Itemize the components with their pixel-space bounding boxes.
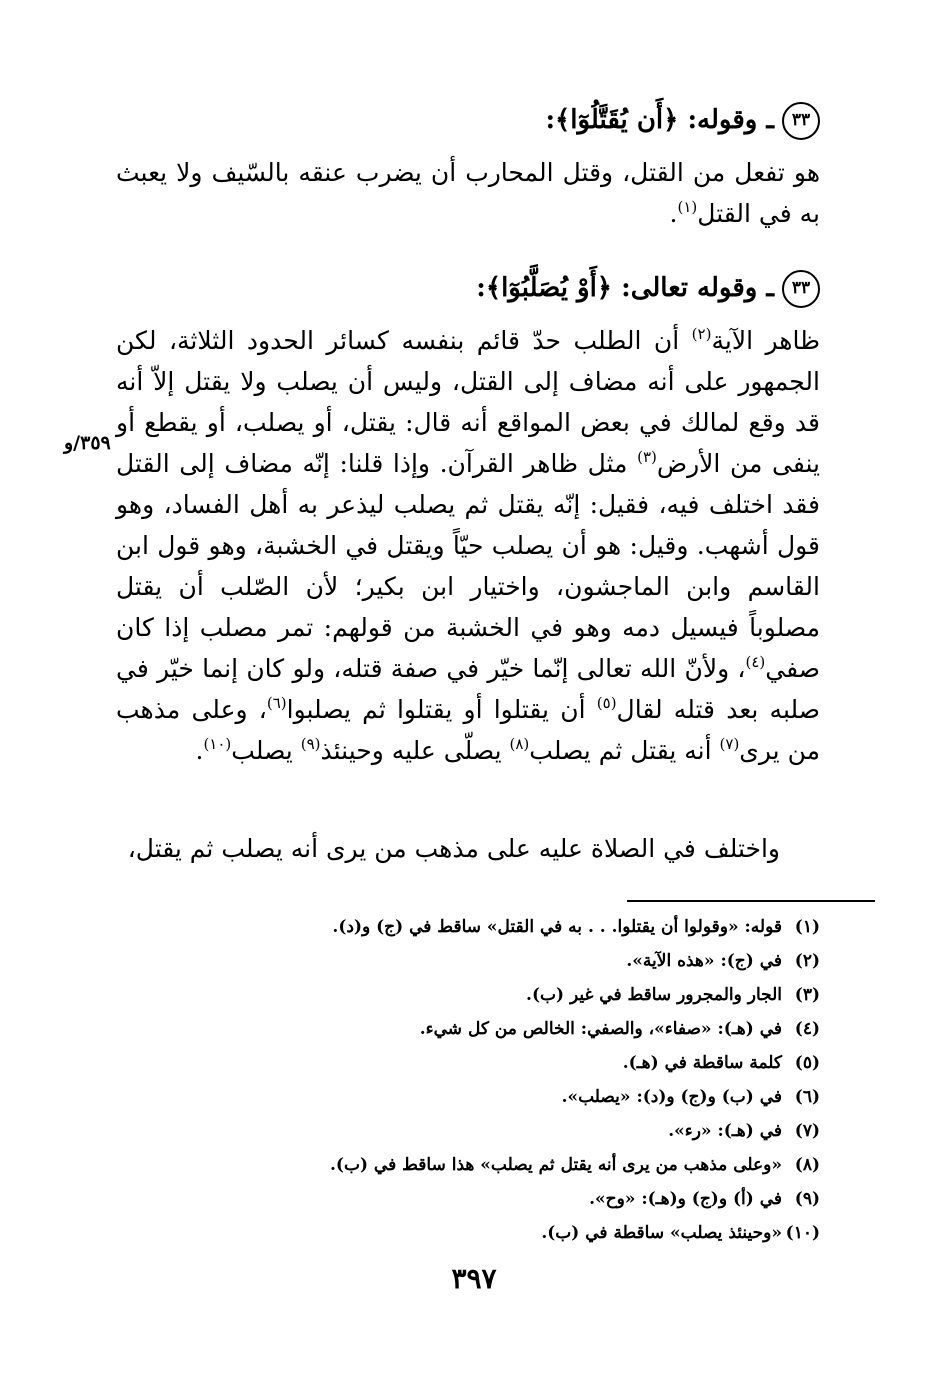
quran-quote: ﴿أَن يُقَتَّلُوٓا﴾ — [555, 105, 679, 135]
footnote-ref: (٦) — [266, 694, 287, 712]
verse-number-badge: ٣٣ — [782, 102, 820, 140]
section-1-body — [116, 152, 820, 234]
footnote-number: (٤) — [794, 1019, 820, 1039]
footnote-text: في (ب) و(ج) و(د): «يصلب». — [561, 1087, 782, 1107]
footnote-ref: (٢) — [691, 325, 712, 343]
paragraph — [116, 320, 820, 771]
footnote-item — [100, 978, 820, 1012]
footnote-text: في (هـ): «رء». — [668, 1121, 782, 1141]
footnote-text: كلمة ساقطة في (هـ). — [622, 1053, 782, 1073]
footnote-item — [100, 1216, 820, 1250]
footnote-ref: (٤) — [745, 653, 766, 671]
footnote-number: (٧) — [794, 1121, 820, 1141]
section-2-last-paragraph — [116, 828, 820, 869]
footnote-number: (٢) — [794, 951, 820, 971]
footnote-text: في (ج): «هذه الآية». — [626, 951, 782, 971]
paragraph — [116, 152, 820, 234]
footnote-item — [100, 910, 820, 944]
footnote-text: قوله: «وقولوا أن يقتلوا. . . به في القتل» ساقط في (ج) و(د). — [332, 917, 782, 937]
paragraph-text: ظاهر الآية — [711, 326, 820, 355]
footnote-ref: (١٠) — [203, 735, 232, 753]
paragraph-text: ، وعلى مذهب من يرى — [116, 695, 820, 765]
footnote-item — [100, 1148, 820, 1182]
footnote-number: (١) — [794, 917, 820, 937]
paragraph-text: أن يقتلوا أو يقتلوا ثم يصلبوا — [286, 695, 597, 724]
paragraph-text: يصلب — [231, 736, 301, 765]
footnote-divider — [627, 900, 875, 902]
footnote-item — [100, 944, 820, 978]
footnote-number: (٥) — [794, 1053, 820, 1073]
footnote-ref: (٣) — [637, 448, 657, 466]
heading-label: ـ وقوله: — [687, 105, 774, 135]
footnote-number: (١٠) — [785, 1223, 820, 1243]
footnote-number: (٣) — [794, 985, 820, 1005]
heading-label: ـ وقوله تعالى: — [621, 273, 774, 303]
paragraph-text: . — [669, 199, 678, 228]
footnotes-list — [100, 910, 820, 1250]
footnote-text: الجار والمجرور ساقط في غير (ب). — [526, 985, 782, 1005]
heading-colon: : — [476, 273, 486, 303]
section-2-body — [116, 320, 820, 771]
footnote-number: (٨) — [794, 1155, 820, 1175]
footnote-ref: (١) — [677, 198, 698, 216]
footnote-item — [100, 1012, 820, 1046]
footnote-ref: (٥) — [596, 694, 617, 712]
footnote-text: «وحينئذ يصلب» ساقطة في (ب). — [541, 1223, 782, 1243]
margin-note: ٣٥٩/و — [64, 432, 111, 454]
paragraph-text: أن الطلب حدّ قائم بنفسه كسائر الحدود الثلاثة، لكن الجمهور على أنه مضاف إلى القتل، وليس أن يصلب ولا يقتل إلاّ أنه قد وقع لمالك في بعض المواقع أنه قال: يقتل، أو يصلب، أو يقطع أو ينفى من الأرض — [116, 326, 820, 478]
paragraph-text: يصلّى عليه وحينئذ — [320, 736, 510, 765]
footnote-text: في (أ) و(ج) و(هـ): «وح». — [589, 1189, 782, 1209]
paragraph: واختلف في الصلاة عليه على مذهب من يرى أنه يصلب ثم يقتل، — [127, 834, 780, 863]
section-2-heading — [120, 268, 820, 308]
footnote-number: (٩) — [794, 1189, 820, 1209]
footnote-item — [100, 1046, 820, 1080]
footnote-number: (٦) — [794, 1087, 820, 1107]
paragraph-text: هو تفعل من القتل، وقتل المحارب أن يضرب عنقه بالسّيف ولا يعبث به في القتل — [116, 158, 820, 228]
footnote-ref: (٧) — [719, 735, 740, 753]
paragraph-text: أنه يقتل ثم يصلب — [529, 736, 720, 765]
footnote-text: في (هـ): «صفاء»، والصفي: الخالص من كل شيء. — [419, 1019, 782, 1039]
paragraph-text: ، ولأنّ الله تعالى إنّما خيّر في صفة قتله، ولو كان إنما خيّر في صلبه بعد قتله لقال — [116, 654, 821, 724]
footnote-ref: (٨) — [509, 735, 530, 753]
footnote-item — [100, 1080, 820, 1114]
footnote-text: «وعلى مذهب من يرى أنه يقتل ثم يصلب» هذا ساقط في (ب). — [329, 1155, 782, 1175]
page-number: ٣٩٧ — [451, 1262, 497, 1295]
footnote-item — [100, 1182, 820, 1216]
paragraph-text: مثل ظاهر القرآن. وإذا قلنا: إنّه مضاف إلى القتل فقد اختلف فيه، فقيل: إنّه يقتل ثم يصلب ليذعر به أهل الفساد، وهو قول أشهب. وقيل: هو أن يصلب حيّاً ويقتل في الخشبة، وهو قول ابن القاسم وابن الماجشون، واختيار ابن بكير؛ لأن الصّلب أن يقتل مصلوباً فيسيل دمه وهو في الخشبة من قولهم: تمر مصلب إذا كان صفي — [116, 449, 820, 683]
heading-colon: : — [545, 105, 556, 135]
quran-quote: ﴿أَوْ يُصَلَّبُوٓا﴾ — [485, 273, 613, 303]
verse-number-badge: ٣٣ — [782, 270, 820, 308]
footnote-ref: (٩) — [300, 735, 321, 753]
section-1-heading — [120, 100, 820, 140]
footnote-item — [100, 1114, 820, 1148]
paragraph-text: . — [195, 736, 204, 765]
